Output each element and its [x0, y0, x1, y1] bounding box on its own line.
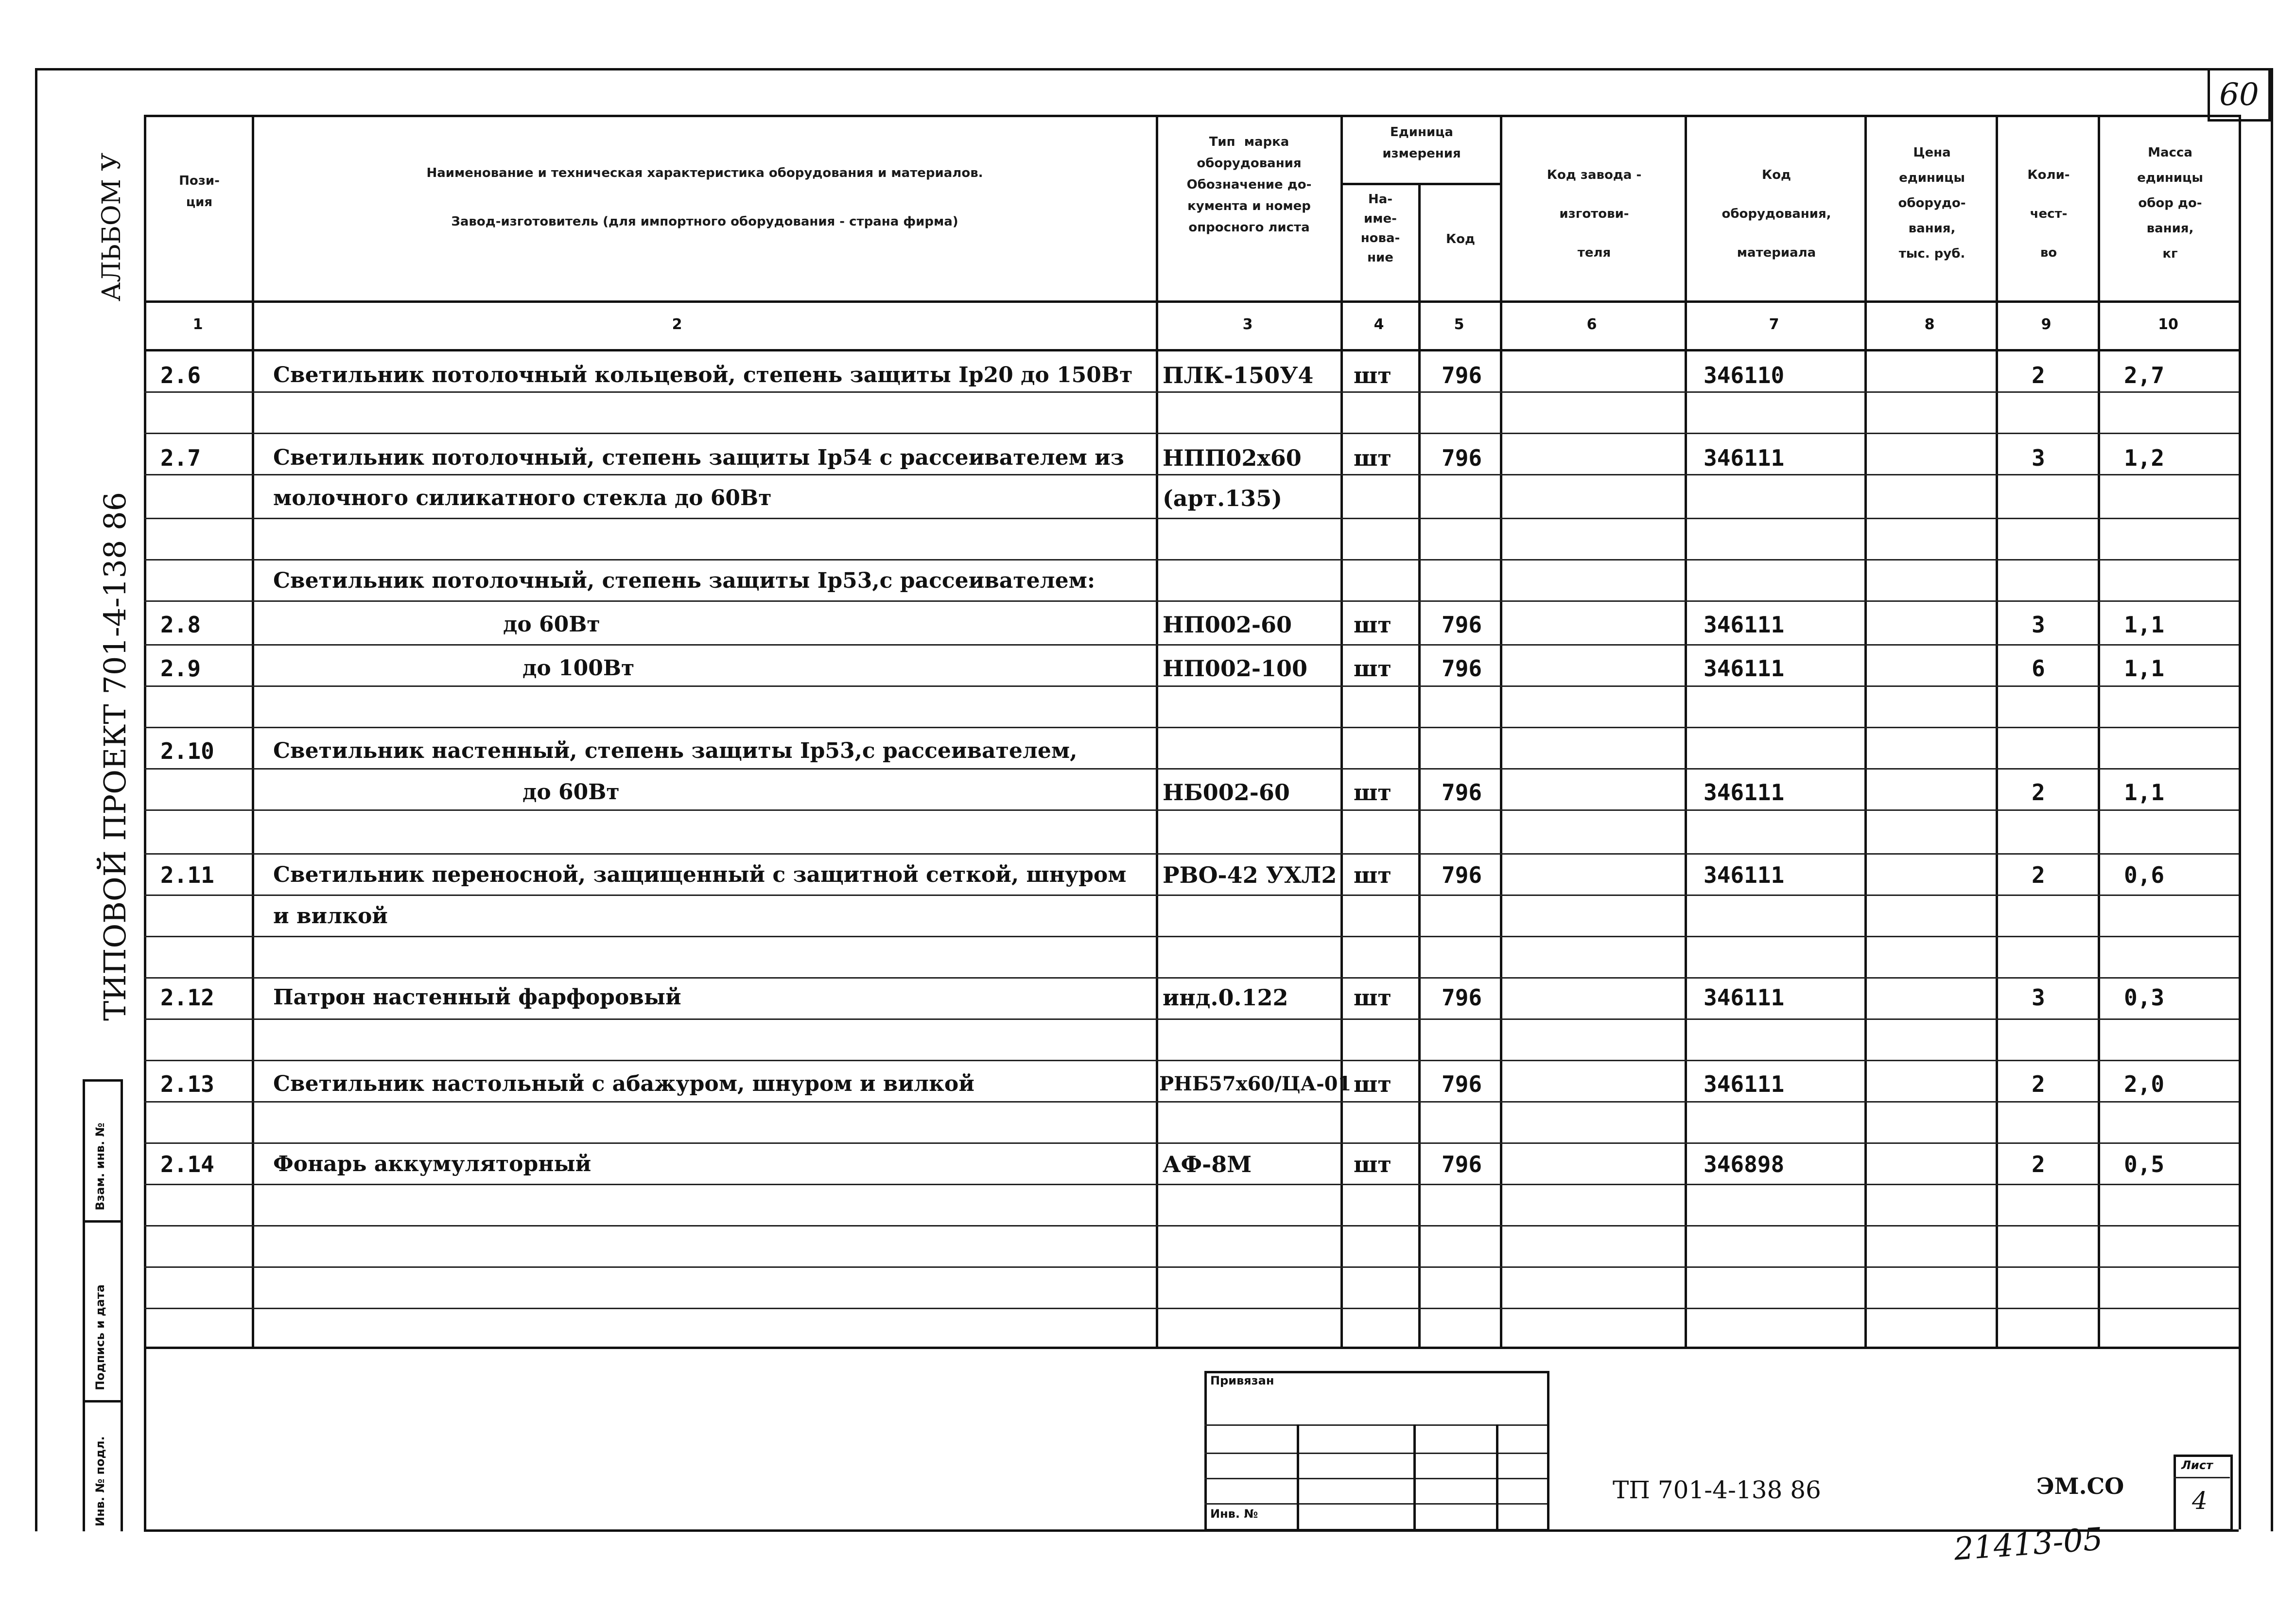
- project-label: ТИПОВОЙ ПРОЕКТ 701-4-138 86: [97, 491, 133, 1021]
- stamp-strip-line-2: [121, 1079, 123, 1531]
- row-code: 796: [1442, 779, 1482, 806]
- row-name: Светильник настольный с абажуром, шнуром и вилкой: [273, 1071, 974, 1096]
- row-type: АФ-8М: [1163, 1151, 1252, 1177]
- row-line: [144, 559, 2239, 561]
- row-code: 796: [1442, 984, 1482, 1011]
- row-pos: 2.11: [160, 862, 214, 888]
- row-name: Светильник настенный, степень защиты Ip53,с рассеивателем,: [273, 738, 1078, 763]
- row-pos: 2.14: [160, 1151, 214, 1177]
- row-name: до 100Вт: [522, 656, 635, 681]
- row-type: НПП02х60: [1163, 445, 1302, 471]
- row-unit: шт: [1354, 445, 1392, 471]
- row-unit: шт: [1354, 655, 1392, 682]
- row-type: инд.0.122: [1163, 984, 1288, 1011]
- table-right-line: [2239, 115, 2241, 1529]
- row-line: [144, 977, 2239, 979]
- row-qty: 2: [2032, 862, 2045, 888]
- colnum-4: 4: [1374, 316, 1384, 333]
- colnum-3: 3: [1242, 316, 1253, 333]
- row-line: [144, 1308, 2239, 1309]
- col-sep-5: [1500, 115, 1502, 1347]
- page-number: 60: [2208, 68, 2271, 122]
- outer-left-line: [35, 68, 37, 1531]
- row-code: 796: [1442, 445, 1482, 471]
- stamp-podpis: Подпись и дата: [93, 1284, 107, 1390]
- row-line: [144, 936, 2239, 937]
- sheet-box-divider: [2174, 1477, 2230, 1478]
- row-pos: 2.9: [160, 655, 201, 682]
- row-type: (арт.135): [1163, 485, 1283, 511]
- row-line: [144, 1018, 2239, 1020]
- header-col2-line1: Наименование и техническая характеристика оборудования и материалов.: [426, 166, 983, 180]
- row-mass: 0,3: [2124, 984, 2165, 1011]
- col-sep-3: [1340, 115, 1343, 1347]
- row-qty: 2: [2032, 1151, 2045, 1177]
- table-bottom-line: [144, 1347, 2239, 1349]
- doc-mark: ЭМ.СО: [2036, 1473, 2124, 1499]
- col-sep-2: [1156, 115, 1158, 1347]
- row-unit: шт: [1354, 612, 1392, 638]
- row-name: Светильник потолочный, степень защиты Ip54 с рассеивателем из: [273, 445, 1124, 470]
- row-equip: 346111: [1704, 612, 1785, 638]
- row-mass: 1,1: [2124, 612, 2165, 638]
- inv-no-label: Инв. №: [1210, 1507, 1258, 1521]
- row-pos: 2.13: [160, 1071, 214, 1097]
- row-type: НП002-100: [1163, 655, 1308, 682]
- row-equip: 346111: [1704, 655, 1785, 682]
- row-unit: шт: [1354, 1071, 1392, 1097]
- row-line: [144, 600, 2239, 602]
- row-pos: 2.12: [160, 984, 214, 1011]
- row-line: [144, 1266, 2239, 1268]
- row-line: [144, 1142, 2239, 1144]
- colnum-8: 8: [1924, 316, 1935, 333]
- row-qty: 2: [2032, 362, 2045, 388]
- row-mass: 1,2: [2124, 445, 2165, 471]
- row-type: НП002-60: [1163, 612, 1292, 638]
- col-sep-7: [1864, 115, 1867, 1347]
- colnum-10: 10: [2158, 316, 2178, 333]
- col-sep-9: [2098, 115, 2100, 1347]
- row-qty: 3: [2032, 445, 2045, 471]
- row-line: [144, 1101, 2239, 1103]
- row-code: 796: [1442, 612, 1482, 638]
- row-pos: 2.7: [160, 445, 201, 471]
- row-mass: 1,1: [2124, 779, 2165, 806]
- row-name: до 60Вт: [503, 612, 600, 637]
- row-unit: шт: [1354, 362, 1392, 388]
- row-mass: 0,5: [2124, 1151, 2165, 1177]
- stamp-strip-line-1: [83, 1079, 85, 1531]
- row-type: РВО-42 УХЛ2: [1163, 862, 1337, 888]
- row-line: [144, 433, 2239, 434]
- colnum-7: 7: [1769, 316, 1779, 333]
- stamp-vzam: Взам. инв. №: [93, 1122, 107, 1210]
- header-col7: Код оборудования, материала: [1722, 168, 1831, 260]
- outer-right-line: [2271, 68, 2273, 1531]
- row-code: 796: [1442, 862, 1482, 888]
- header-col1: Пози- ция: [179, 174, 220, 210]
- col-sep-8: [1996, 115, 1998, 1347]
- stamp-strip-h-2: [83, 1400, 122, 1403]
- handwritten-number: 21413-05: [1952, 1521, 2104, 1568]
- privyazan-col: [1297, 1424, 1299, 1529]
- header-col10: Масса единицы обор до- вания, кг: [2137, 145, 2203, 261]
- row-mass: 2,7: [2124, 362, 2165, 388]
- row-mass: 1,1: [2124, 655, 2165, 682]
- header-col8: Цена единицы оборудо- вания, тыс. руб.: [1898, 145, 1966, 261]
- row-code: 796: [1442, 1151, 1482, 1177]
- row-code: 796: [1442, 362, 1482, 388]
- row-equip: 346111: [1704, 862, 1785, 888]
- row-line: [144, 474, 2239, 475]
- header-col9: Коли- чест- во: [2027, 168, 2070, 260]
- row-pos: 2.8: [160, 612, 201, 638]
- table-top-line: [144, 115, 2239, 117]
- row-line: [144, 853, 2239, 855]
- row-name: молочного силикатного стекла до 60Вт: [273, 486, 772, 510]
- colnum-bottom-line: [144, 349, 2239, 351]
- stamp-strip-h-top: [83, 1079, 122, 1082]
- row-code: 796: [1442, 655, 1482, 682]
- table-left-line: [144, 115, 146, 1529]
- row-mass: 0,6: [2124, 862, 2165, 888]
- colnum-1: 1: [192, 316, 203, 333]
- row-line: [144, 727, 2239, 728]
- row-equip: 346111: [1704, 445, 1785, 471]
- row-unit: шт: [1354, 779, 1392, 806]
- row-type: РНБ57х60/ЦА-01: [1159, 1072, 1352, 1095]
- row-mass: 2,0: [2124, 1071, 2165, 1097]
- row-equip: 346111: [1704, 984, 1785, 1011]
- colnum-9: 9: [2041, 316, 2052, 333]
- row-qty: 6: [2032, 655, 2045, 682]
- colnum-2: 2: [672, 316, 682, 333]
- stamp-inv: Инв. № подл.: [93, 1436, 107, 1526]
- colnum-6: 6: [1586, 316, 1597, 333]
- header-col2-line2: Завод-изготовитель (для импортного оборудования - страна фирма): [451, 214, 958, 229]
- privyazan-label: Привязан: [1210, 1374, 1274, 1387]
- privyazan-col: [1413, 1424, 1416, 1529]
- title-block-bottom: [144, 1529, 2239, 1532]
- row-line: [144, 768, 2239, 770]
- privyazan-col: [1496, 1424, 1498, 1529]
- sheet-number: 4: [2192, 1487, 2208, 1515]
- row-line: [144, 894, 2239, 896]
- row-qty: 3: [2032, 612, 2045, 638]
- header-col3: Тип марка оборудования Обозначение до- кумента и номер опросного листа: [1186, 135, 1312, 235]
- header-col4: На- име- нова- ние: [1360, 192, 1400, 265]
- row-qty: 3: [2032, 984, 2045, 1011]
- row-line: [144, 644, 2239, 646]
- row-equip: 346111: [1704, 1071, 1785, 1097]
- row-name: Светильник потолочный кольцевой, степень защиты Ip20 до 150Вт: [273, 363, 1133, 387]
- row-name: и вилкой: [273, 904, 388, 929]
- row-line: [144, 518, 2239, 519]
- row-type: НБ002-60: [1163, 779, 1290, 806]
- header-col5: Код: [1445, 232, 1476, 246]
- header-bottom-line: [144, 300, 2239, 303]
- sheet-label: Лист: [2181, 1458, 2213, 1472]
- colnum-5: 5: [1454, 316, 1464, 333]
- row-equip: 346898: [1704, 1151, 1785, 1177]
- row-equip: 346110: [1704, 362, 1785, 388]
- header-col6: Код завода - изготови- теля: [1547, 168, 1642, 260]
- row-equip: 346111: [1704, 779, 1785, 806]
- row-qty: 2: [2032, 1071, 2045, 1097]
- row-line: [144, 1184, 2239, 1185]
- row-type: ПЛК-150У4: [1163, 362, 1314, 388]
- outer-frame: [35, 68, 2271, 1534]
- row-name: Фонарь аккумуляторный: [273, 1152, 591, 1176]
- row-unit: шт: [1354, 984, 1392, 1011]
- album-label: АЛЬБОМ У: [97, 152, 126, 301]
- row-line: [144, 1060, 2239, 1061]
- col-sep-1: [252, 115, 254, 1347]
- col-sep-4: [1418, 185, 1421, 1347]
- row-code: 796: [1442, 1071, 1482, 1097]
- row-pos: 2.10: [160, 738, 214, 764]
- unit-group-line: [1340, 183, 1501, 185]
- row-name: Светильник потолочный, степень защиты Ip53,с рассеивателем:: [273, 568, 1096, 593]
- row-line: [144, 391, 2239, 393]
- stamp-strip-h-1: [83, 1220, 122, 1223]
- row-line: [144, 1225, 2239, 1227]
- row-name: Патрон настенный фарфоровый: [273, 985, 681, 1010]
- row-qty: 2: [2032, 779, 2045, 806]
- row-line: [144, 685, 2239, 687]
- row-name: Светильник переносной, защищенный с защитной сеткой, шнуром: [273, 862, 1127, 887]
- doc-code: ТП 701-4-138 86: [1613, 1476, 1821, 1504]
- row-unit: шт: [1354, 1151, 1392, 1177]
- col-sep-6: [1685, 115, 1687, 1347]
- row-name: до 60Вт: [522, 780, 620, 805]
- row-line: [144, 809, 2239, 811]
- row-unit: шт: [1354, 862, 1392, 888]
- header-col45-group: Единица измерения: [1382, 125, 1461, 161]
- row-pos: 2.6: [160, 362, 201, 388]
